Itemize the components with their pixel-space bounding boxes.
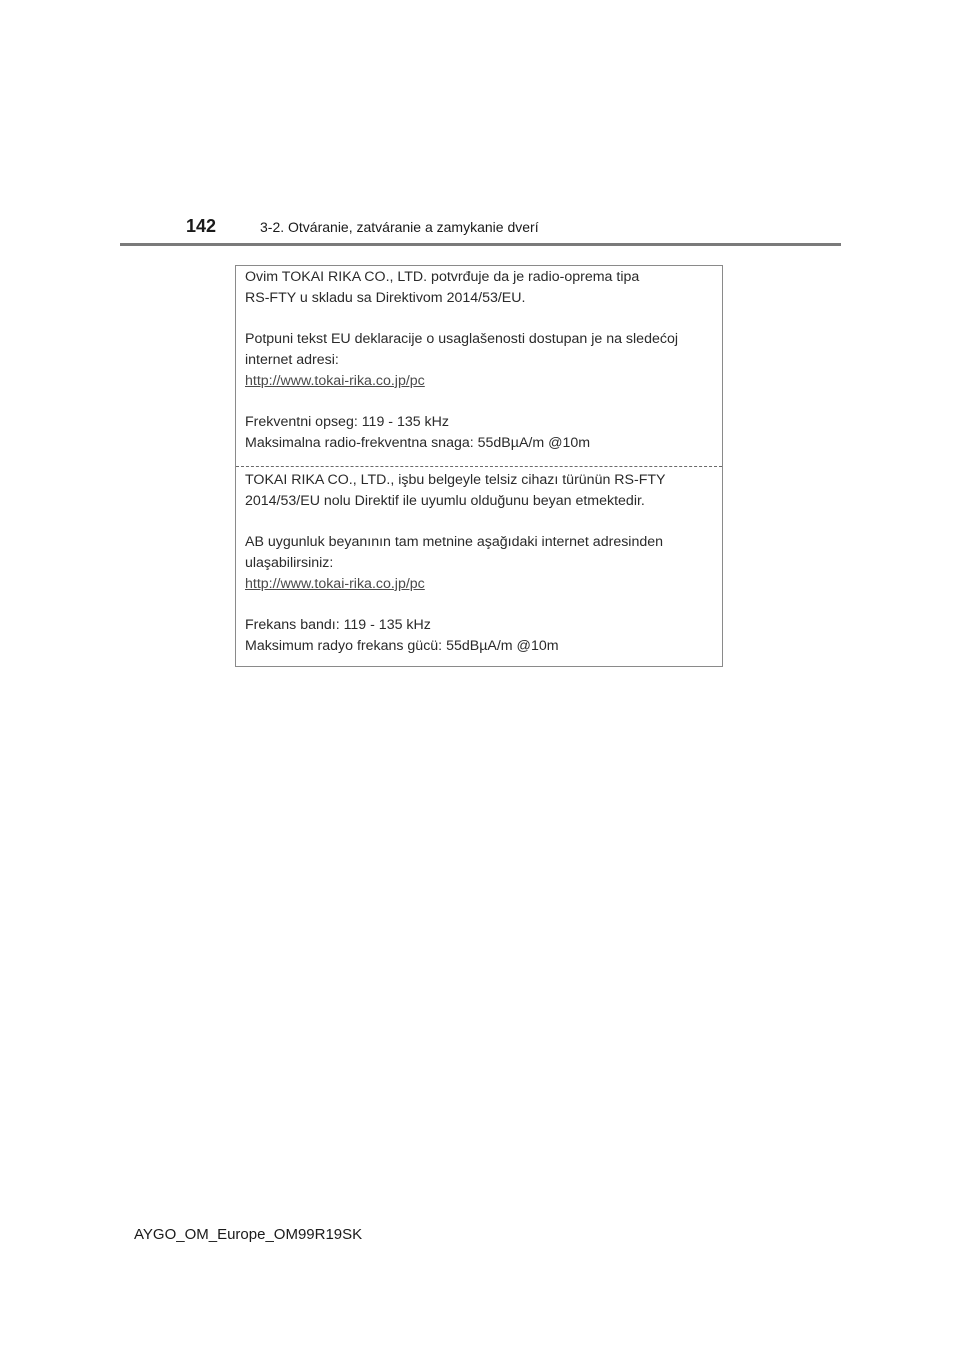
spec-frequency-range: Frekventni opseg: 119 - 135 kHz xyxy=(245,414,449,430)
declaration-line: 2014/53/EU nolu Direktif ile uyumlu olduğunu beyan etmektedir. xyxy=(245,493,645,509)
regulatory-notice-box xyxy=(235,265,723,667)
spec-max-power: Maksimalna radio-frekventna snaga: 55dBµA/m @10m xyxy=(245,435,591,451)
section-divider xyxy=(236,466,722,467)
declaration-line: Ovim TOKAI RIKA CO., LTD. potvrđuje da je radio-oprema tipa xyxy=(245,269,640,285)
full-text-line: AB uygunluk beyanının tam metnine aşağıdaki internet adresinden xyxy=(245,534,664,550)
section-title: 3-2. Otváranie, zatváranie a zamykanie dverí xyxy=(260,219,539,235)
notice-block-turkish xyxy=(245,470,713,657)
full-text-line: ulaşabilirsiniz: xyxy=(245,555,334,571)
page-number: 142 xyxy=(186,216,217,236)
document-id: AYGO_OM_Europe_OM99R19SK xyxy=(134,1226,363,1243)
notice-block-croatian xyxy=(245,267,713,454)
spec-frequency-range: Frekans bandı: 119 - 135 kHz xyxy=(245,617,431,633)
declaration-line: RS-FTY u skladu sa Direktivom 2014/53/EU. xyxy=(245,290,526,306)
full-text-line: internet adresi: xyxy=(245,352,339,368)
declaration-url-link[interactable]: http://www.tokai-rika.co.jp/pc xyxy=(245,373,425,389)
full-text-line: Potpuni tekst EU deklaracije o usaglašenosti dostupan je na sledećoj xyxy=(245,331,678,347)
declaration-line: TOKAI RIKA CO., LTD., işbu belgeyle telsiz cihazı türünün RS-FTY xyxy=(245,472,666,488)
header-rule xyxy=(120,243,841,246)
page-header xyxy=(186,216,539,242)
spec-max-power: Maksimum radyo frekans gücü: 55dBµA/m @10m xyxy=(245,638,559,654)
declaration-url-link[interactable]: http://www.tokai-rika.co.jp/pc xyxy=(245,576,425,592)
